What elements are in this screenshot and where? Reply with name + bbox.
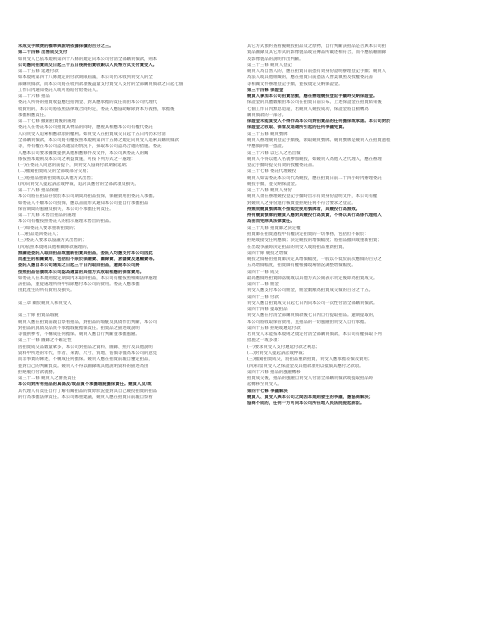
text-line: 對競買人之身份進行核實並拒絕任何不符合要求之登記。 [247,200,356,206]
text-line: (一)在委託人同意的前提下，與買受人協商付款期限延期； [18,163,131,169]
text-line: (三)將拍品重新拍賣或以其他方式出售； [18,175,96,181]
text-line: 第四十五條 拒絕或遲延付款 [247,325,301,331]
text-line: 的行為承擔法律責任。本公司鄭重建議，競買人應在拍賣日前親自察看 [18,394,153,400]
text-line: 該拍品，並從處理所得中扣除應付本公司的費用。委託人應承擔 [18,282,140,288]
text-line: 若買受人未能按本規則之規定付清全部購買價款，本公司有權採取下列 [247,332,382,338]
text-line: 第三十四條 保證金 [247,87,284,93]
text-line: 委託人應自本公司通知之日起三十日內取回拍品，逾期本公司將 [18,263,140,269]
text-line: (一)要求買受人支付遲延付款之利息； [247,344,321,350]
text-line: (三)撤銷拍賣成交，將拍品重新拍賣，買受人應承擔差價及費用； [247,357,373,363]
text-line: 本公司將收取保管費用，且拍品的一切風險由買受人自行承擔。 [247,319,369,325]
text-line: (二)撤銷拍賣成交的全部或部分交易； [18,169,92,175]
text-line: 拒絕或接受任何應價；決定競投的增價幅度；將拍品撤回或重新拍賣； [247,238,382,244]
text-line: 第三十二條 競買人之審查責任 [18,376,76,382]
text-line: 競買人辦理競買登記手續後，領取競買號牌。競買號牌是競買人在拍賣過程 [247,137,391,143]
text-line: 本公司對所有拍品的真偽及/或品質不承擔瑕疵擔保責任。競買人及/或 [18,382,152,388]
text-line: 七個工作日內無息退還，若競買人競投成功，保證金將自動轉為 [247,106,369,112]
text-line: 第三十條 拍賣品瑕疵 [18,313,59,319]
text-line: (二)對買受人提起訴訟或仲裁； [247,351,307,357]
text-line: 買受人應在付清全部購買價款後七日內自行提取拍品。逾期提取的， [247,313,378,319]
text-line: 如委託人不願本公司投保，應以書面形式通知本公司並自行承擔拍品 [18,200,149,206]
text-line: 第三十七條 委託代理競投 [247,169,297,175]
text-line: 等相關文件辦理登記手續，並按規定交納保證金。 [247,81,343,87]
text-line: 協商不成的，任何一方可向本公司所在地人民法院提起訴訟。 [247,401,365,407]
text-line: 由此產生的所有費用及損失。 [18,288,75,294]
text-line: 競買人須在辦理競投登記手續時出示有效身份證明文件，本公司有權 [247,194,378,200]
text-line: 競買人不得以他人名義參加競投，如競買人為他人之代理人，應在辦理 [247,156,382,162]
text-line: 拍賣成交後，拍品的風險自買受人付清全部購買價款或提取拍品時 [247,376,374,382]
text-line: 委託人在委託本公司拍賣其物品的同時，應視其相應本公司有權代委託 [18,125,153,131]
text-line: (三)委託人要求以協議方式出售的； [18,238,87,244]
text-line: 工作日內通知委託人或可將賠付給委託人。 [18,87,101,93]
text-line: 本公司將在拍品存放於本公司期間為拍品投保，保險費用由委託人承擔。 [18,194,158,200]
text-line: 而產生的相關費用，包括但不限於保險費、圖錄費、倉儲費及運輸費等。 [18,257,158,263]
text-line: 人向買受人追索相應款項的權利。如買受人在拍賣成交日起十五日內仍未付清 [18,131,166,137]
text-line: 第二十九條 未售出拍品的處理 [18,213,76,219]
text-line: 第四十三條 付款 [247,294,279,300]
text-line: 資料中所述的年代、作者、來源、尺寸、質地、估價等僅為本公司的意見 [18,351,158,357]
text-line: 如委託人在本規則規定期間內未取回拍品，本公司有權按照相關法律處理 [18,275,158,281]
text-line: 措施之一或多項： [247,338,282,344]
text-line: 其代理人有責任自行了解有關拍品的實際狀況並對其自己競投拍賣的拍品 [18,388,158,394]
text-line: 在出現爭議時決定拍品的買受人或將拍品重新拍賣。 [247,244,347,250]
text-line: 保證金未能買受人不得作為本公司對拍賣品的任何擔保或承諾。本公司對於 [247,119,391,125]
text-line: 係按照本規則及本公司之利益實施，可按下列方式之一處理： [18,156,136,162]
text-line: 第四十七條 爭議解決 [247,388,288,394]
text-line: 最高應價經拍賣師落槌或以其他方式公開表示買定後即為拍賣成交。 [247,275,378,281]
text-line: 而非事實的陳述，不構成任何擔保。競買人應在拍賣前親自鑒定拍品， [18,357,153,363]
text-line: 買受人應自拍賣成交日起七日內向本公司一次性付清全部購買價款。 [247,300,378,306]
text-line: 部購買價款，而本公司將在收到款項後盡量支付賣受人支付的全部購買價款之日起七個 [18,81,184,87]
text-line: 人應本公司要求據實提供其他相應條件及文件，本公司與委託人的關 [18,150,149,156]
text-line: 拒絕履行付款義務。 [18,369,58,375]
text-line: (四)向買受人提起訴訟或仲裁，追討其應付的全部款項及損失。 [18,181,139,187]
text-line: (四)依照本規則其他相關條款處理的。 [18,244,92,250]
text-line: (一)如委託人要求重新拍賣的； [18,225,78,231]
text-line: 保證金之收取、保管及退還所引起的任何爭議免責。 [247,125,347,131]
text-line: 競買人如需委託本公司代為競投，應在拍賣日前二十四小時內辦理委託 [247,175,382,181]
text-line: 競買人為自然人的，應在拍賣日前憑有效身份證明辦理登記手續；競買人 [247,69,387,75]
text-line: 持有競買號牌的競買人應對其競投行為負責，不得以其行為係代理他人 [247,213,382,219]
text-line: 為法人或其他組織的，應在拍賣日前憑法人營業執照及授權委託書 [247,75,374,81]
text-line: 未成交手续费的標準與說明依據採價的百分之三。 [18,44,114,49]
text-line: 拍賣師在拍賣過程中有權決定拍賣的一切事務，包括但不限於： [247,231,369,237]
text-line: 因拍賣成交品數量眾多，本公司對拍品之資料、圖錄、照片及其他說明 [18,344,153,350]
text-line: 持無效競買號牌或不按規定使用號牌者，其競投行為無效。 [247,206,361,212]
text-line: 等，亦有權在本公司認為適當的情況下，採取本公司認為合適的措施。委託 [18,144,162,150]
text-line: 全部購買價款，本公司將有權按照本規則第四十五條之規定向買受人追索其購買價款 [18,137,179,143]
text-line: 保證金的具體數額由本公司在拍賣日前公布。上述保證金在拍賣結束後 [247,100,382,106]
text-line: (四)扣留買受人之保證金及其他款項用以抵償其應付之款項。 [247,363,364,369]
text-line: 五為增價幅度，拍賣師有權根據現場情況調整增價幅度。 [247,263,356,269]
text-line: 第四十二條 佣金 [247,282,279,288]
text-line: 第三十三條 競買人登記 [247,62,292,68]
text-line: 如買受人已依本規則第四十八條的規定向本公司付清全部購買價款，則本 [18,56,158,62]
text-line: 保管期間的風險及損失，本公司不承擔任何責任。 [18,206,114,212]
text-line: 第二十七條 撤銷拍賣後的處理 [18,119,76,125]
text-line: 等僅供參考，不構成任何擔保。競買人應自行判斷並承擔風險。 [18,332,140,338]
text-line: 其它方式預約查看擬競投拍品及之原物，自行判斷該拍品是否與本公司拍 [247,44,387,49]
text-line: 及影像製品的說明作出判斷。 [247,56,304,62]
text-line: 第三十九條 拍賣師之決定權 [247,225,301,231]
text-line: 競買人應在拍賣前親自察看拍品，對拍品的瑕疵及真偽作出判斷，本公司 [18,319,158,325]
text-line: 買受人應支付本公司佣金，佣金數額為拍賣成交價的百分之十五。 [247,288,374,294]
text-line: 按照拍品估價或本公司認為適當的其他方式收取相應的保管費用。 [18,269,145,275]
text-line: 競投手續，並交納保證金。 [247,181,300,187]
text-line: 第三十一條 圖錄之不確定性 [18,338,72,344]
text-line: 為由而免除其法律責任。 [247,219,295,225]
text-line: 委託人所得的拍賣收益應包括佣金、對其應承擔的責任而由本公司代理代 [18,100,158,106]
text-line: 登記手續時提交有效的授權委託書。 [247,163,317,169]
text-line: 第四十一條 成交 [247,269,279,275]
text-line: 第二十四條 出售成交支付 [18,50,68,56]
text-line: 第三十八條 競買人身份 [247,188,292,194]
text-line: 承擔相應責任。 [18,112,49,118]
text-line: 如本規則第四十八條規定的付款期限屆滿，本公司仍未收到買受人的全 [18,75,153,81]
text-line: 第四十四條 提取拍品 [247,307,288,313]
text-line: 賣品圖錄及其它形式的影像製品或宣傳品所載述相符合，而不應依賴圖錄 [247,50,387,56]
text-line: 第三十五條 競買號牌 [247,131,288,137]
text-line: 第二十八條 拍品保險 [18,188,59,194]
right-column [247,44,462,617]
text-line: 第二十五條 延遲付款 [18,69,59,75]
text-line: 第二十六條 拍品 [18,94,50,100]
text-line: 第三章 關於競買人和買受人 [18,300,72,306]
text-line: 中應價的唯一憑證。 [247,144,287,150]
text-line: 競買人參加本公司拍賣活動，應在辦理競投登記手續時交納保證金。 [247,94,378,100]
text-line: 競買人、買受人與本公司之間因本規則發生的爭議，應協商解決； [247,394,374,400]
text-line: 收費用的，本公司將依照法律或合同約定，委託人應協助解除對本方義務，承擔後 [18,106,175,112]
left-column [18,44,233,617]
text-line: 對拍品的真偽及品質不承擔瑕疵擔保責任。拍賣品之描述或說明 [18,325,140,331]
text-line: 並對自己的判斷負責。競買人不得以圖錄或其他說明資料的描述為由 [18,363,149,369]
text-line: 競投之價格由拍賣師決定其增價幅度，一般以不低於前次應價的百分之 [247,257,382,263]
text-line: 第三十六條 以它人之名出價 [247,150,301,156]
text-line: 本公司有權按照委託人的指示處理未售出的拍品。 [18,219,114,225]
text-line: 公司應向拍賣成交日起三十五日後將拍賣收銀以人民幣方式支付賣受人。 [18,62,158,68]
text-line: (二)拍品退回委託人； [18,231,61,237]
text-line: 購買價款的一部分。 [247,112,287,118]
text-line: 第四十條 競投之增價 [247,250,288,256]
text-line: 起轉移至買受人。 [247,382,282,388]
text-line: 無論是委託人取回拍品或重新拍賣其拍品，委託人均應支付本公司因此 [18,250,153,256]
text-line: 第四十六條 拍品的風險轉移 [247,369,301,375]
